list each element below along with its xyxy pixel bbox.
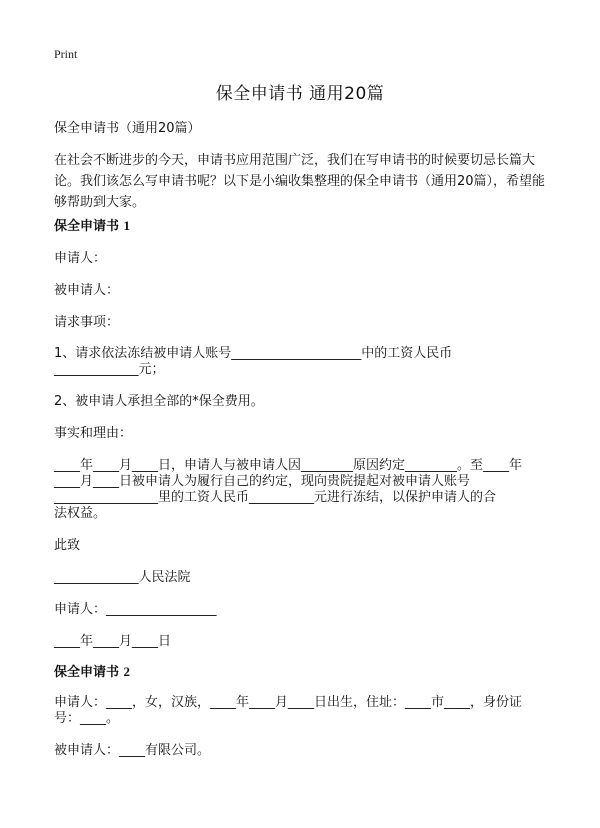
print-link[interactable]: Print: [54, 47, 78, 61]
date-line: ____年____月____日: [54, 634, 172, 649]
section-1-heading-number: 1: [123, 218, 131, 233]
section-1-heading-text: 保全申请书: [54, 219, 120, 234]
facts-line-1: ____年____月____日，申请人与被申请人因________原因约定________。至____年: [54, 458, 523, 473]
facts-heading: 事实和理由：: [54, 426, 133, 441]
request-item-2: 2、被申请人承担全部的*保全费用。: [54, 394, 264, 409]
facts-line-3: ________________里的工资人民币__________元进行冻结，以保护申请人的合: [54, 490, 497, 505]
court-line: _____________人民法院: [54, 570, 191, 585]
section-2-applicant-line-1: 申请人：____，女，汉族，____年____月____日出生，住址：____市____，身份证: [54, 695, 523, 710]
section-2-heading: [54, 661, 554, 683]
respondent-label: 被申请人：: [54, 283, 120, 298]
signature-line: 申请人：_________________: [54, 602, 217, 617]
section-2-respondent: 被申请人：____有限公司。: [54, 743, 211, 758]
document-title: 保全申请书 通用20篇: [215, 84, 385, 104]
facts-line-4: 法权益。: [54, 506, 107, 521]
request-item-1-line-1: 1、请求依法冻结被申请人账号____________________中的工资人民币: [54, 346, 453, 361]
section-1-heading: [54, 215, 554, 237]
section-2-heading-number: 2: [123, 664, 131, 679]
document-subtitle: 保全申请书（通用20篇）: [54, 121, 201, 136]
intro-paragraph: 在社会不断进步的今天，申请书应用范围广泛，我们在写申请书的时候要切忌长篇大论。我们该怎么写申请书呢？以下是小编收集整理的保全申请书（通用20篇），希望能够帮助到大家。: [54, 153, 546, 210]
section-2-applicant-line-2: 号：____。: [54, 711, 120, 726]
request-item-1-line-2: _____________元；: [54, 362, 165, 377]
facts-line-2: ____月____日被申请人为履行自己的约定，现向贵院提起对被申请人账号: [54, 474, 471, 489]
applicant-label: 申请人：: [54, 251, 107, 266]
request-items-label: 请求事项：: [54, 315, 120, 330]
salutation: 此致: [54, 538, 81, 553]
section-2-heading-text: 保全申请书: [54, 665, 120, 680]
